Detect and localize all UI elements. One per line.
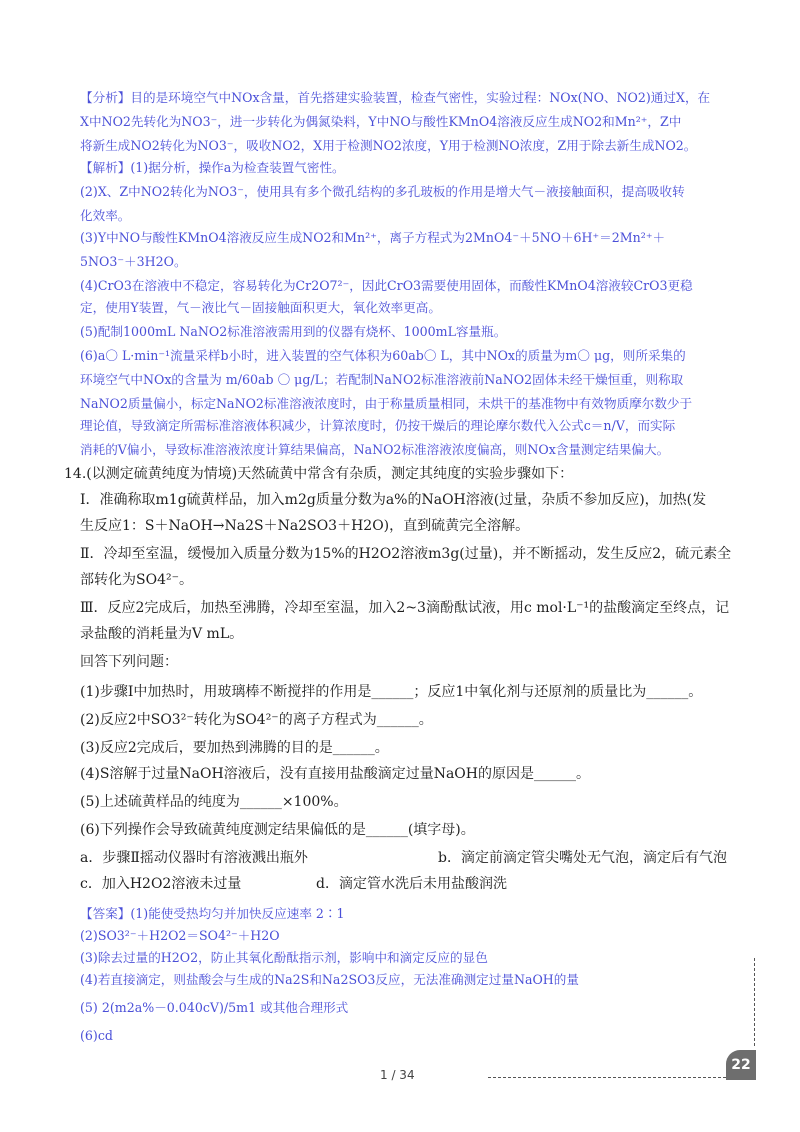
- analysis-line: (5)配制1000mL NaNO2标准溶液需用到的仪器有烧杯、1000mL容量瓶。: [80, 324, 507, 339]
- option-c: c．加入H2O2溶液未过量: [80, 876, 242, 892]
- analysis-line: 理论值，导致滴定所需标准溶液体积减少，计算浓度时，仍按干燥后的理论摩尔数代入公式c＝n/V，而实际: [80, 418, 676, 433]
- step-1: Ⅰ．准确称取m1g硫黄样品，加入m2g质量分数为a%的NaOH溶液(过量，杂质不参加反应)，加热(发: [80, 492, 707, 508]
- subquestion-5: (5)上述硫黄样品的纯度为______×100%。: [80, 794, 348, 810]
- answer-line: (6)cd: [80, 1028, 113, 1043]
- step-1-cont: 生反应1：S＋NaOH→Na2S＋Na2SO3＋H2O)，直到硫黄完全溶解。: [80, 518, 530, 534]
- analysis-line: (4)CrO3在溶液中不稳定，容易转化为Cr2O7²⁻，因此CrO3需要使用固体，而酸性KMnO4溶液较CrO3更稳: [80, 278, 693, 293]
- prompt-text: 回答下列问题：: [80, 654, 178, 670]
- analysis-line: 消耗的V偏小，导致标准溶液浓度计算结果偏高，NaNO2标准溶液浓度偏高，则NOx含量测定结果偏大。: [80, 442, 670, 457]
- analysis-line: (6)a〇 L·min⁻¹流量采样b小时，进入装置的空气体积为60ab〇 L，其中NOx的质量为m〇 μg，则所采集的: [80, 348, 686, 363]
- question-stem: 14.(以测定硫黄纯度为情境)天然硫黄中常含有杂质，测定其纯度的实验步骤如下：: [64, 466, 574, 482]
- analysis-line: 化效率。: [80, 208, 131, 223]
- option-a: a．步骤Ⅱ摇动仪器时有溶液溅出瓶外: [80, 850, 308, 866]
- page-number: 1 / 34: [380, 1068, 415, 1082]
- answer-line: (3)除去过量的H2O2，防止其氧化酚酞指示剂，影响中和滴定反应的显色: [80, 950, 488, 965]
- step-3: Ⅲ．反应2完成后，加热至沸腾，冷却至室温，加入2~3滴酚酞试液，用c mol·L⁻¹的盐酸滴定至终点，记: [80, 600, 730, 616]
- step-3-cont: 录盐酸的消耗量为V mL。: [80, 626, 244, 642]
- analysis-line: NaNO2质量偏小，标定NaNO2标准溶液浓度时，由于称量质量相同，未烘干的基准物中有效物质摩尔数少于: [80, 396, 693, 411]
- answer-line: (4)若直接滴定，则盐酸会与生成的Na2S和Na2SO3反应，无法准确测定过量NaOH的量: [80, 972, 579, 987]
- subquestion-4: (4)S溶解于过量NaOH溶液后，没有直接用盐酸滴定过量NaOH的原因是______。: [80, 766, 590, 782]
- analysis-line: 【分析】目的是环境空气中NOx含量，首先搭建实验装置，检查气密性，实验过程：NOx(NO、NO2)通过X，在: [80, 90, 711, 105]
- analysis-line: (3)Y中NO与酸性KMnO4溶液反应生成NO2和Mn²⁺，离子方程式为2MnO4⁻＋5NO＋6H⁺＝2Mn²⁺＋: [80, 230, 666, 245]
- corner-dashed-line: [754, 958, 755, 1046]
- step-2-cont: 部转化为SO4²⁻。: [80, 572, 193, 588]
- option-b: b．滴定前滴定管尖嘴处无气泡，滴定后有气泡: [438, 850, 727, 866]
- subquestion-3: (3)反应2完成后，要加热到沸腾的目的是______。: [80, 740, 389, 756]
- page-badge: 22: [726, 1050, 756, 1080]
- option-d: d．滴定管水洗后未用盐酸润洗: [316, 876, 507, 892]
- answer-line: (2)SO3²⁻＋H2O2＝SO4²⁻＋H2O: [80, 928, 280, 943]
- subquestion-6: (6)下列操作会导致硫黄纯度测定结果偏低的是______(填字母)。: [80, 822, 475, 838]
- footer-dashed-line: [488, 1077, 726, 1078]
- answer-line: 【答案】(1)能使受热均匀并加快反应速率 2∶1: [80, 906, 345, 921]
- answer-line: (5) 2(m2a%－0.040cV)/5m1 或其他合理形式: [80, 1000, 349, 1015]
- step-2: Ⅱ．冷却至室温，缓慢加入质量分数为15%的H2O2溶液m3g(过量)，并不断摇动，发生反应2，硫元素全: [80, 546, 732, 562]
- analysis-line: 定，使用Y装置，气－液比气－固接触面积更大，氧化效率更高。: [80, 300, 441, 315]
- subquestion-2: (2)反应2中SO3²⁻转化为SO4²⁻的离子方程式为______。: [80, 712, 433, 728]
- analysis-line: 5NO3⁻＋3H2O。: [80, 254, 187, 269]
- analysis-line: 将新生成NO2转化为NO3⁻，吸收NO2，X用于检测NO2浓度，Y用于检测NO浓度，Z用于除去新生成NO2。: [80, 138, 697, 153]
- analysis-line: 环境空气中NOx的含量为 m/60ab 〇 μg/L；若配制NaNO2标准溶液前NaNO2固体未经干燥恒重，则称取: [80, 372, 684, 387]
- analysis-line: (2)X、Z中NO2转化为NO3⁻，使用具有多个微孔结构的多孔玻板的作用是增大气－液接触面积，提高吸收转: [80, 184, 685, 199]
- subquestion-1: (1)步骤Ⅰ中加热时，用玻璃棒不断搅拌的作用是______；反应1中氧化剂与还原剂的质量比为______。: [80, 684, 703, 700]
- solution-heading: 【解析】(1)据分析，操作a为检查装置气密性。: [80, 160, 345, 175]
- analysis-line: X中NO2先转化为NO3⁻，进一步转化为偶氮染料，Y中NO与酸性KMnO4溶液反应生成NO2和Mn²⁺，Z中: [80, 114, 682, 129]
